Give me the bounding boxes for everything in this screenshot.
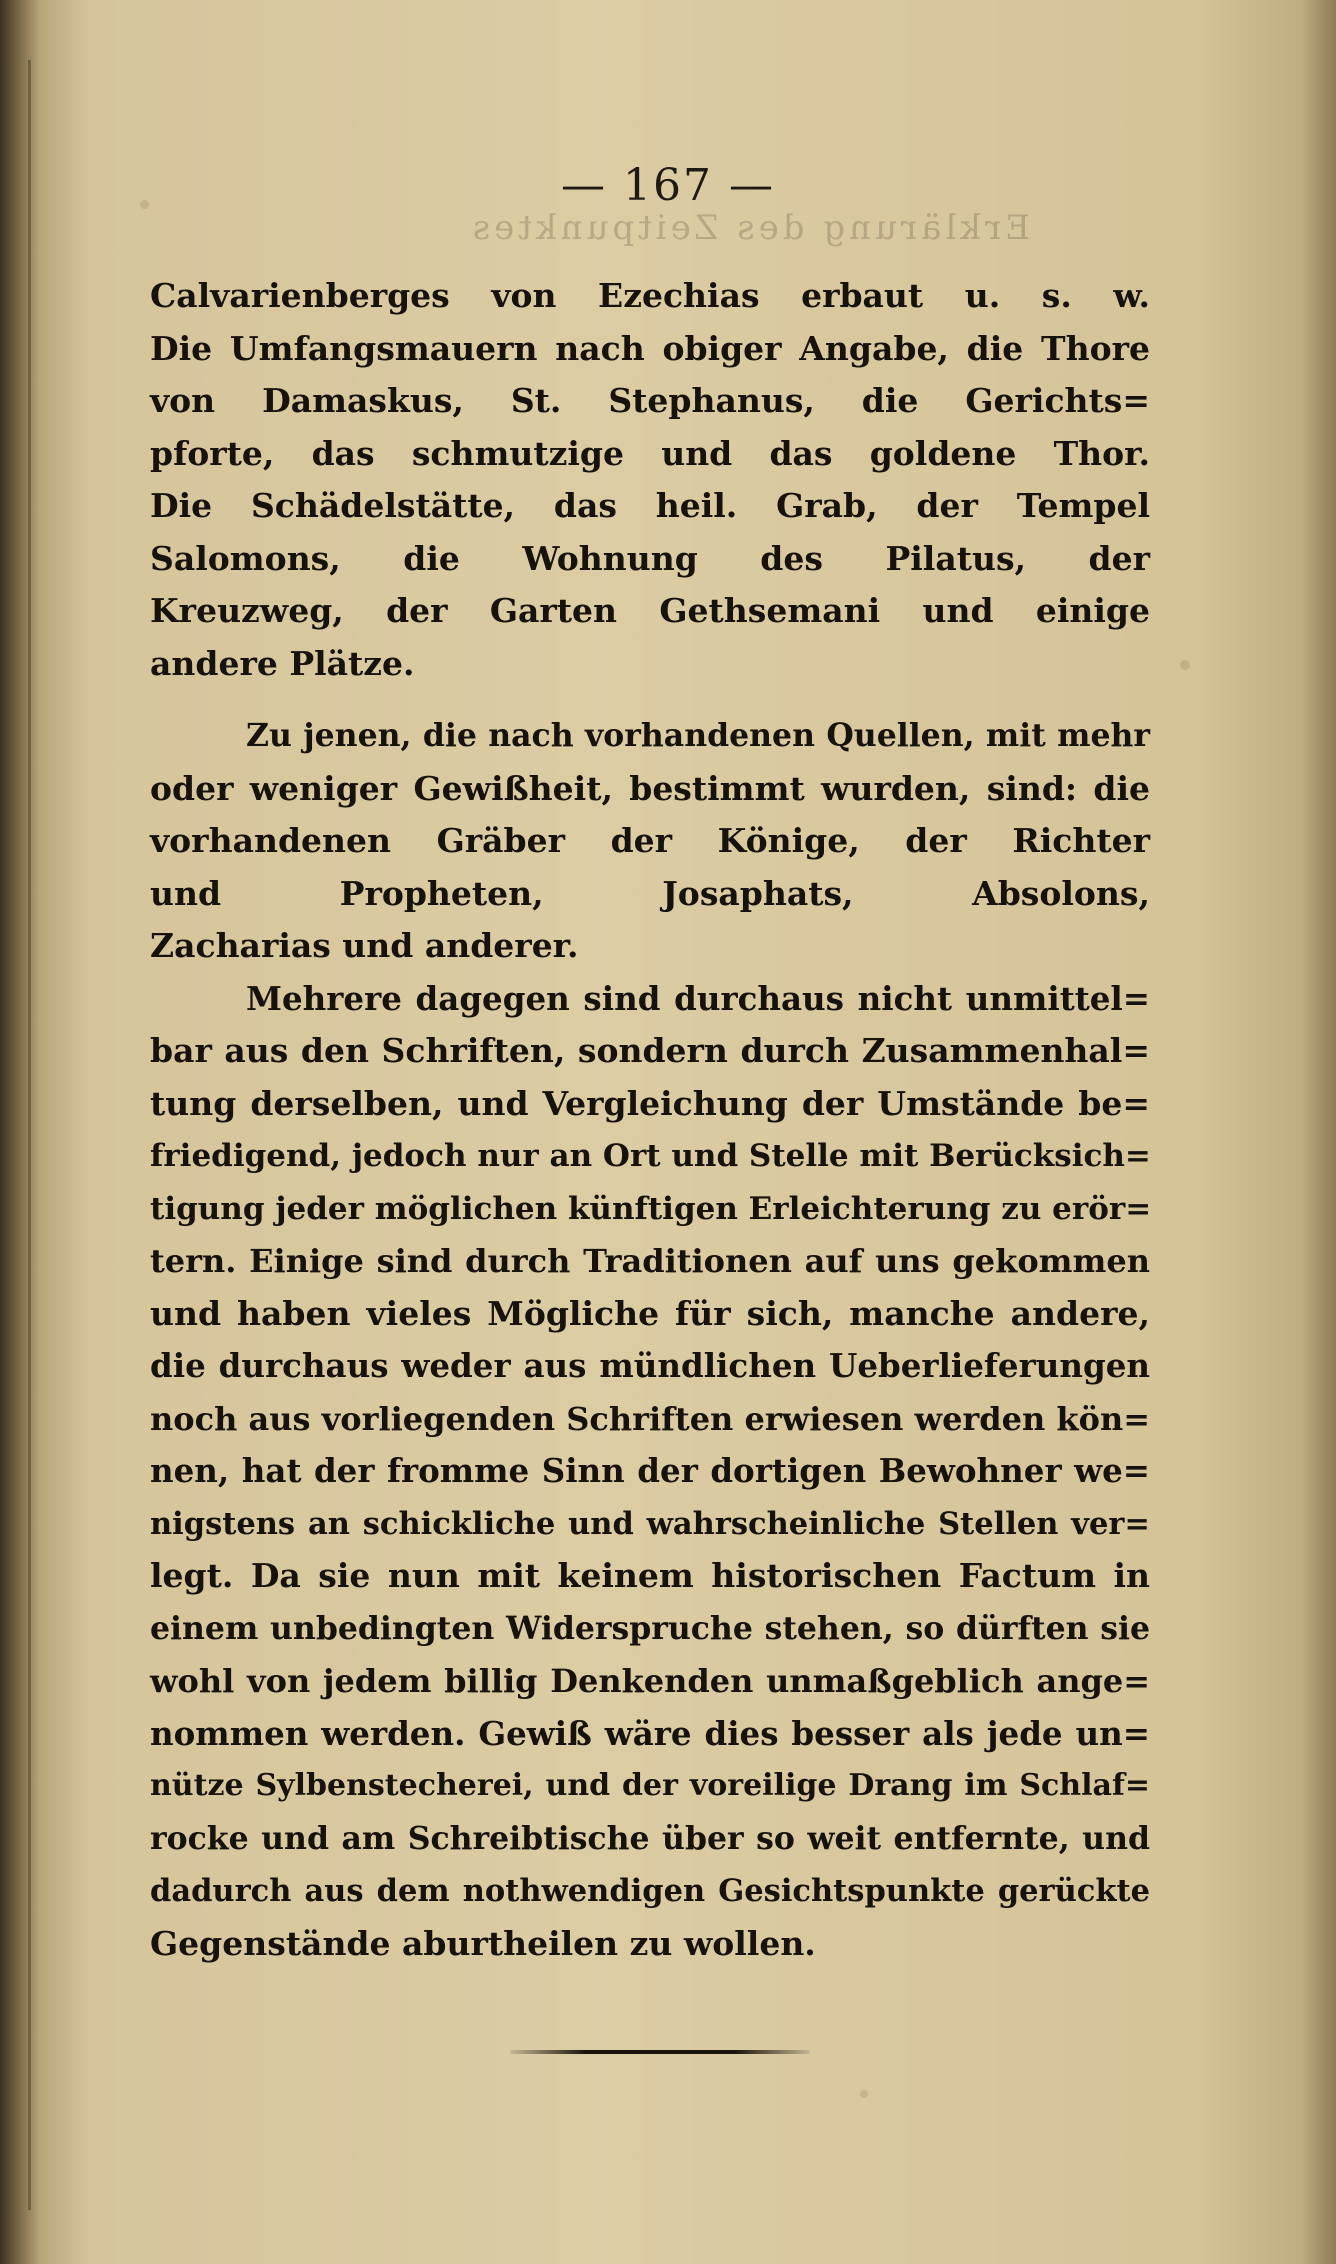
text-line: andere Plätze.	[150, 643, 415, 683]
text-line: bar aus den Schriften, sondern durch Zusammenhal=	[150, 1031, 1150, 1070]
page-number: — 167 —	[561, 160, 775, 211]
text-line: Salomons, die Wohnung des Pilatus, der	[150, 538, 1150, 578]
paragraph	[150, 973, 1150, 1971]
text-line: Gegenstände aburtheilen zu wollen.	[150, 1923, 816, 1963]
text-line: nommen werden. Gewiß wäre dies besser als jede un=	[150, 1713, 1150, 1753]
text-line: und Propheten, Josaphats, Absolons,	[150, 873, 1150, 913]
text-line: Zacharias und anderer.	[150, 926, 579, 965]
text-line: Zu jenen, die nach vorhandenen Quellen, mit mehr	[246, 717, 1150, 754]
text-line: tigung jeder möglichen künftigen Erleichterung zu erör=	[150, 1190, 1152, 1227]
text-line: einem unbedingten Widerspruche stehen, so dürften sie	[150, 1609, 1150, 1647]
text-line: noch aus vorliegenden Schriften erwiesen werden kön=	[150, 1399, 1151, 1438]
text-line: nen, hat der fromme Sinn der dortigen Bewohner we=	[150, 1451, 1150, 1490]
text-line: vorhandenen Gräber der Könige, der Richter	[150, 821, 1150, 860]
text-line: Die Umfangsmauern nach obiger Angabe, die Thore	[150, 328, 1150, 368]
text-line: Calvarienberges von Ezechias erbaut u. s. w.	[150, 276, 1150, 315]
paper-stain	[860, 2090, 868, 2098]
page-edge-shadow	[28, 60, 31, 2210]
text-line: nigstens an schickliche und wahrscheinliche Stellen ver=	[150, 1505, 1150, 1542]
text-line: wohl von jedem billig Denkenden unmaßgeblich ange=	[150, 1662, 1150, 1700]
text-line: friedigend, jedoch nur an Ort und Stelle mit Berücksich=	[150, 1138, 1151, 1174]
text-line: von Damaskus, St. Stephanus, die Gerichts=	[150, 381, 1150, 420]
text-line: tung derselben, und Vergleichung der Umstände be=	[150, 1083, 1150, 1123]
section-divider-rule	[510, 2050, 810, 2054]
text-line: rocke und am Schreibtische über so weit entfernte, und	[150, 1819, 1150, 1857]
text-line: Kreuzweg, der Garten Gethsemani und einige	[150, 591, 1150, 630]
paragraph	[150, 270, 1150, 690]
text-line: pforte, das schmutzige und das goldene Thor.	[150, 433, 1150, 473]
text-line: tern. Einige sind durch Traditionen auf uns gekommen	[150, 1242, 1150, 1280]
text-line: Die Schädelstätte, das heil. Grab, der Tempel	[150, 486, 1150, 525]
text-line: dadurch aus dem nothwendigen Gesichtspunkte gerückte	[150, 1873, 1150, 1909]
text-line: die durchaus weder aus mündlichen Ueberlieferungen	[150, 1346, 1150, 1385]
text-line: nütze Sylbenstecherei, und der voreilige Drang im Schlaf=	[150, 1768, 1150, 1803]
text-line: legt. Da sie nun mit keinem historischen Factum in	[150, 1556, 1150, 1595]
text-line: und haben vieles Mögliche für sich, manche andere,	[150, 1293, 1150, 1333]
bleed-through-text: Erklärung des Zeitpunktes	[468, 208, 1030, 248]
text-line: Mehrere dagegen sind durchaus nicht unmittel=	[246, 978, 1150, 1018]
paper-stain	[1180, 660, 1190, 670]
paragraph	[150, 710, 1150, 973]
text-line: oder weniger Gewißheit, bestimmt wurden, sind: die	[150, 768, 1150, 808]
body-text	[150, 270, 1150, 1970]
